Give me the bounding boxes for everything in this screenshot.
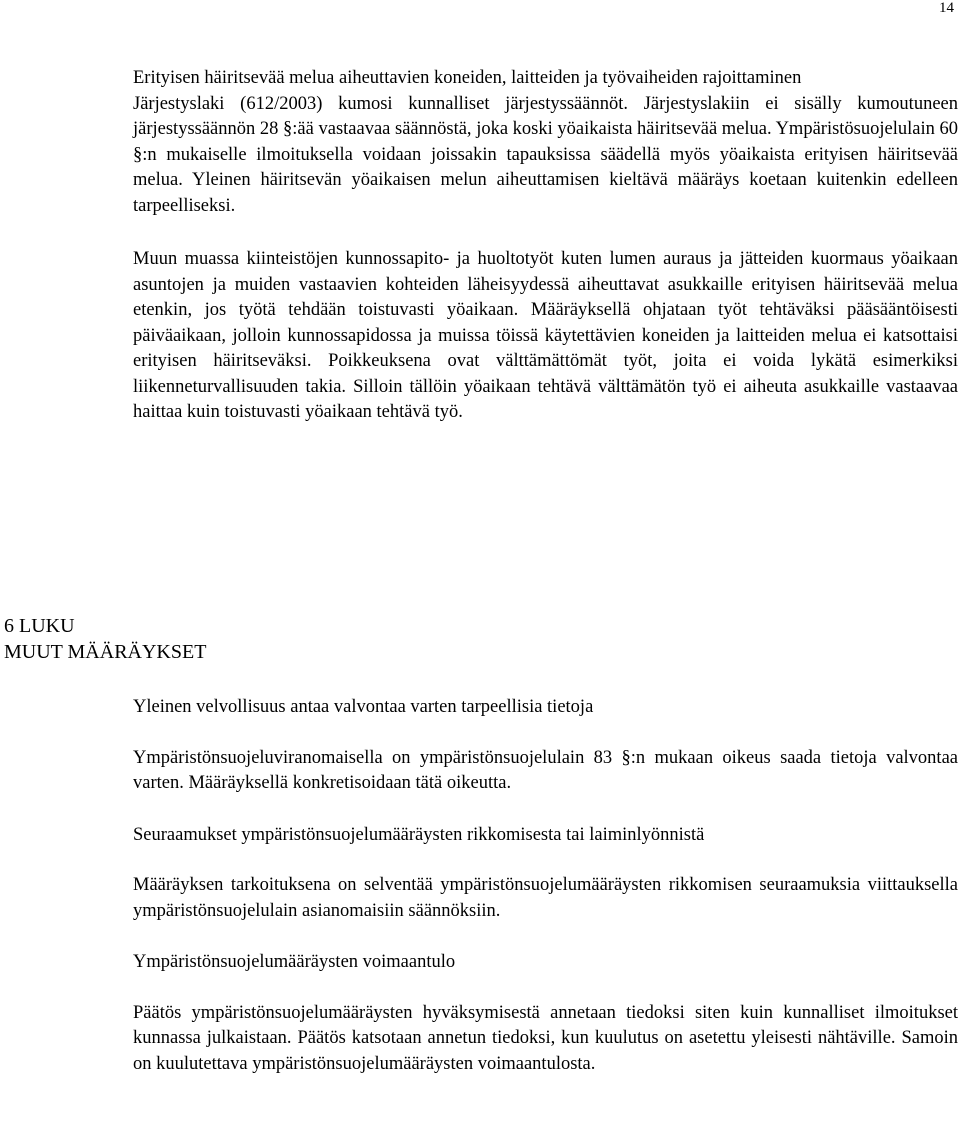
section-title: Erityisen häiritsevää melua aiheuttavien koneiden, laitteiden ja työvaiheiden rajoittaminen [133, 68, 802, 88]
subsection-text: Määräyksen tarkoituksena on selventää ympäristönsuojelumääräysten rikkomisen seuraamuksia viittauksella ympäristönsuojelulain asianomaisiin säännöksiin. [133, 875, 958, 921]
chapter-content [133, 695, 958, 1103]
subsection-heading: Yleinen velvollisuus antaa valvontaa varten tarpeellisia tietoja [133, 697, 594, 717]
paragraph: Muun muassa kiinteistöjen kunnossapito- ja huoltotyöt kuten lumen auraus ja jätteiden kuormaus yöaikaan asuntojen ja muiden vastaavien kohteiden läheisyydessä aiheuttavat asukkaille erityisen häiritsevää melua etenkin, jos työtä tehdään toistuvasti yöaikaan. Määräyksellä ohjataan työt tehtäväksi pääsääntöisesti päiväaikaan, jolloin kunnossapidossa ja muissa töissä käytettävien koneiden ja laitteiden melua ei katsottaisi erityisen häiritseväksi. Poikkeuksena ovat välttämättömät työt, joita ei voida lykätä esimerkiksi liikenneturvallisuuden takia. Silloin tällöin yöaikaan tehtävä välttämätön työ ei aiheuta asukkaille vastaavaa haittaa kuin toistuvasti yöaikaan tehtävä työ. [133, 249, 958, 422]
subsection-text: Päätös ympäristönsuojelumääräysten hyväksymisestä annetaan tiedoksi siten kuin kunnalliset ilmoitukset kunnassa julkaistaan. Päätös katsotaan annetun tiedoksi, kun kuulutus on asetettu yleisesti nähtäville. Samoin on kuulutettava ympäristönsuojelumääräysten voimaantulosta. [133, 1002, 958, 1074]
paragraph: Järjestyslaki (612/2003) kumosi kunnalliset järjestyssäännöt. Järjestyslakiin ei sisälly kumoutuneen järjestyssäännön 28 §:ää vastaavaa säännöstä, joka koski yöaikaista häiritsevää melua. Ympäristösuojelulain 60 §:n mukaiselle ilmoituksella voidaan joissakin tapauksissa säädellä myös yöaikaista erityisen häiritsevää melua. Yleinen häiritsevän yöaikaisen melun aiheuttamisen kieltävä määräys koetaan kuitenkin edelleen tarpeelliseksi. [133, 93, 958, 216]
section-1 [133, 66, 958, 426]
subsection-heading: Seuraamukset ympäristönsuojelumääräysten rikkomisesta tai laiminlyönnistä [133, 824, 705, 845]
chapter-number: 6 LUKU [4, 615, 75, 637]
page-number: 14 [939, 0, 954, 16]
subsection-heading: Ympäristönsuojelumääräysten voimaantulo [133, 952, 456, 972]
chapter-heading [4, 613, 206, 665]
chapter-title: MUUT MÄÄRÄYKSET [4, 641, 207, 663]
subsection-text: Ympäristönsuojeluviranomaisella on ympäristönsuojelulain 83 §:n mukaan oikeus saada tietoja valvontaa varten. Määräyksellä konkretisoidaan tätä oikeutta. [133, 747, 958, 793]
